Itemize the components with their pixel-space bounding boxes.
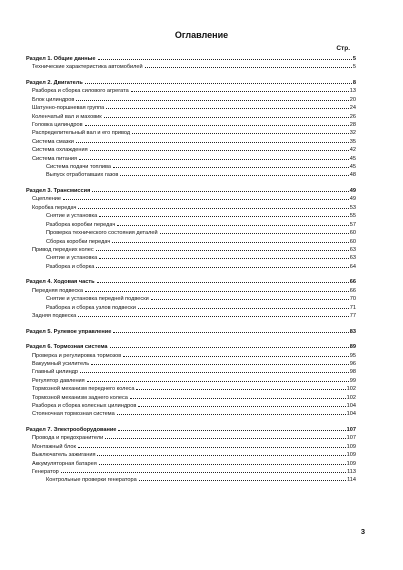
table-of-contents xyxy=(26,55,356,485)
toc-entry-page: 13 xyxy=(349,88,356,95)
dot-leader xyxy=(112,242,348,243)
toc-entry-page: 99 xyxy=(349,377,356,384)
toc-entry-label: Разборка и сборка xyxy=(46,263,95,270)
toc-entry-label: Система подачи топлива xyxy=(46,164,111,171)
toc-section-entry[interactable] xyxy=(26,328,356,336)
toc-entry-label: Раздел 4. Ходовая часть xyxy=(26,279,95,286)
toc-entry-page: 5 xyxy=(352,64,356,71)
toc-entry[interactable] xyxy=(26,451,356,459)
toc-entry-label: Раздел 5. Рулевое управление xyxy=(26,328,112,335)
toc-entry-page: 20 xyxy=(349,96,356,103)
toc-entry-page: 109 xyxy=(346,452,356,459)
toc-entry-page: 48 xyxy=(349,172,356,179)
dot-leader xyxy=(85,125,349,126)
section-gap xyxy=(26,271,356,278)
dot-leader xyxy=(63,199,349,200)
dot-leader xyxy=(120,175,348,176)
dot-leader xyxy=(96,267,348,268)
toc-entry[interactable] xyxy=(26,129,356,137)
toc-entry-label: Снятие и установка xyxy=(46,255,98,262)
toc-entry-label: Контрольные проверки генератора xyxy=(46,477,137,484)
toc-entry-page: 107 xyxy=(346,426,356,433)
toc-entry-page: 53 xyxy=(349,204,356,211)
toc-entry-page: 24 xyxy=(349,105,356,112)
toc-entry-page: 102 xyxy=(346,394,356,401)
toc-entry[interactable] xyxy=(26,394,356,402)
dot-leader xyxy=(136,389,345,390)
dot-leader xyxy=(113,332,348,333)
dot-leader xyxy=(138,406,345,407)
toc-entry-label: Разборка и сборка силового агрегата xyxy=(32,88,129,95)
dot-leader xyxy=(78,208,348,209)
toc-entry-page: 42 xyxy=(349,147,356,154)
dot-leader xyxy=(92,191,348,192)
toc-entry[interactable] xyxy=(26,410,356,418)
toc-entry-label: Стояночная тормозная система xyxy=(32,411,115,418)
toc-entry[interactable] xyxy=(26,212,356,220)
toc-entry-label: Раздел 6. Тормозная система xyxy=(26,344,108,351)
toc-entry-label: Главный цилиндр xyxy=(32,369,79,376)
toc-entry-page: 102 xyxy=(346,386,356,393)
dot-leader xyxy=(113,167,349,168)
toc-entry-page: 49 xyxy=(349,188,356,195)
toc-entry-label: Блок цилиндров xyxy=(32,96,75,103)
dot-leader xyxy=(104,117,349,118)
toc-entry-label: Генератор xyxy=(32,469,59,475)
dot-leader xyxy=(87,381,349,382)
toc-entry[interactable] xyxy=(26,254,356,262)
dot-leader xyxy=(99,216,349,217)
toc-entry[interactable] xyxy=(26,468,356,476)
section-gap xyxy=(26,336,356,343)
toc-entry-page: 98 xyxy=(349,369,356,376)
dot-leader xyxy=(85,83,352,84)
toc-entry-label: Монтажный блок xyxy=(32,443,76,450)
toc-entry-page: 109 xyxy=(346,460,356,467)
toc-entry-page: 66 xyxy=(349,287,356,294)
dot-leader xyxy=(123,356,349,357)
toc-entry[interactable] xyxy=(26,377,356,385)
toc-entry-page: 114 xyxy=(347,477,356,484)
toc-entry-page: 104 xyxy=(346,411,356,418)
page-title: Оглавление xyxy=(174,30,229,40)
section-gap xyxy=(26,72,356,79)
toc-entry-label: Головка цилиндров xyxy=(32,122,83,129)
toc-entry-label: Раздел 2. Двигатель xyxy=(26,80,83,86)
toc-entry-label: Регулятор давления xyxy=(32,377,85,384)
toc-entry[interactable] xyxy=(26,63,356,71)
toc-entry[interactable] xyxy=(26,352,356,360)
dot-leader xyxy=(76,142,349,143)
dot-leader xyxy=(91,364,349,365)
toc-section-entry[interactable] xyxy=(26,187,356,195)
toc-entry-page: 49 xyxy=(349,196,356,203)
toc-entry-page: 71 xyxy=(349,304,356,311)
toc-entry[interactable] xyxy=(26,138,356,146)
toc-entry-label: Технические характеристика автомобилей xyxy=(32,64,143,71)
toc-section-entry[interactable] xyxy=(26,79,356,87)
dot-leader xyxy=(118,430,345,431)
dot-leader xyxy=(76,100,348,101)
toc-section-entry[interactable] xyxy=(26,426,356,434)
toc-entry-page: 60 xyxy=(349,230,356,237)
toc-entry-label: Разборка и сборка узлов подвески xyxy=(46,304,136,311)
toc-entry-page: 45 xyxy=(349,155,356,162)
toc-entry[interactable] xyxy=(26,476,356,484)
toc-entry-page: 28 xyxy=(349,122,356,129)
toc-entry-page: 60 xyxy=(349,238,356,245)
dot-leader xyxy=(99,464,346,465)
toc-entry-page: 89 xyxy=(349,344,356,351)
toc-entry-label: Шатунно-поршневая группа xyxy=(32,105,105,112)
dot-leader xyxy=(96,250,349,251)
toc-entry-label: Распределительный вал и его привод xyxy=(32,130,131,137)
toc-entry-label: Тормозной механизм переднего колеса xyxy=(32,386,135,393)
dot-leader xyxy=(85,291,349,292)
section-gap xyxy=(26,180,356,187)
toc-entry[interactable] xyxy=(26,96,356,104)
toc-entry[interactable] xyxy=(26,204,356,212)
toc-entry-page: 26 xyxy=(349,113,356,120)
toc-entry[interactable] xyxy=(26,146,356,154)
toc-entry-label: Система охлаждения xyxy=(32,147,88,154)
toc-entry-page: 77 xyxy=(349,312,356,319)
toc-entry-label: Разборка коробки передач xyxy=(46,221,116,228)
toc-entry-label: Сцепление xyxy=(32,196,62,203)
toc-entry-page: 95 xyxy=(349,352,356,359)
toc-entry-label: Коробка передач xyxy=(32,204,77,211)
toc-entry-page: 104 xyxy=(346,402,356,409)
toc-entry[interactable] xyxy=(26,368,356,376)
dot-leader xyxy=(130,398,346,399)
page-column-header: Стр. xyxy=(336,45,350,52)
toc-entry[interactable] xyxy=(26,263,356,271)
toc-entry-label: Система питания xyxy=(32,155,78,162)
toc-entry[interactable] xyxy=(26,312,356,320)
toc-entry-label: Система смазки xyxy=(32,138,74,145)
toc-entry-label: Снятие и установка xyxy=(46,213,98,220)
toc-entry-label: Сборка коробки передач xyxy=(46,238,111,245)
page-number: 3 xyxy=(360,527,365,536)
toc-entry-page: 70 xyxy=(349,296,356,303)
toc-entry[interactable] xyxy=(26,87,356,95)
toc-entry-label: Привод передних колес xyxy=(32,246,94,253)
dot-leader xyxy=(131,91,349,92)
toc-entry-label: Выпуск отработавших газов xyxy=(46,172,119,179)
toc-section-entry[interactable] xyxy=(26,55,356,63)
dot-leader xyxy=(117,414,346,415)
toc-entry-page: 107 xyxy=(346,435,356,442)
toc-entry[interactable] xyxy=(26,171,356,179)
toc-entry-page: 66 xyxy=(349,279,356,286)
dot-leader xyxy=(98,59,352,60)
toc-entry[interactable] xyxy=(26,434,356,442)
toc-entry[interactable] xyxy=(26,443,356,451)
dot-leader xyxy=(139,480,346,481)
toc-entry[interactable] xyxy=(26,287,356,295)
toc-entry-label: Аккумуляторная батарея xyxy=(32,460,97,467)
section-gap xyxy=(26,320,356,327)
toc-entry[interactable] xyxy=(26,121,356,129)
toc-entry-label: Вакуумный усилитель xyxy=(32,360,90,367)
dot-leader xyxy=(78,447,346,448)
toc-entry-label: Разборка и сборка колесных цилиндров xyxy=(32,402,137,409)
toc-entry-page: 96 xyxy=(349,360,356,367)
toc-entry-label: Провода и предохранители xyxy=(32,435,104,442)
toc-entry[interactable] xyxy=(26,221,356,229)
dot-leader xyxy=(78,316,349,317)
toc-entry[interactable] xyxy=(26,295,356,303)
toc-entry-page: 63 xyxy=(349,255,356,262)
toc-entry-page: 5 xyxy=(352,56,356,62)
dot-leader xyxy=(99,258,349,259)
toc-entry-label: Проверка технического состояния деталей xyxy=(46,230,158,237)
dot-leader xyxy=(90,150,349,151)
dot-leader xyxy=(106,108,348,109)
toc-entry[interactable] xyxy=(26,385,356,393)
toc-entry-page: 64 xyxy=(349,263,356,270)
dot-leader xyxy=(160,233,349,234)
toc-entry[interactable] xyxy=(26,195,356,203)
dot-leader xyxy=(151,299,349,300)
toc-entry[interactable] xyxy=(26,155,356,163)
toc-entry-page: 63 xyxy=(349,246,356,253)
dot-leader xyxy=(105,438,345,439)
toc-entry-label: Раздел 7. Электрооборудование xyxy=(26,426,117,433)
toc-entry-label: Передняя подвеска xyxy=(32,287,83,294)
toc-entry[interactable] xyxy=(26,304,356,312)
section-gap xyxy=(26,419,356,426)
dot-leader xyxy=(97,455,345,456)
dot-leader xyxy=(117,225,348,226)
dot-leader xyxy=(97,282,349,283)
toc-entry-page: 57 xyxy=(349,221,356,228)
dot-leader xyxy=(80,372,349,373)
toc-entry[interactable] xyxy=(26,104,356,112)
dot-leader xyxy=(132,133,349,134)
dot-leader xyxy=(145,67,352,68)
toc-entry[interactable] xyxy=(26,163,356,171)
toc-entry-label: Выключатель зажигания xyxy=(32,452,96,459)
toc-entry-page: 35 xyxy=(349,138,356,145)
dot-leader xyxy=(110,347,349,348)
toc-entry[interactable] xyxy=(26,238,356,246)
dot-leader xyxy=(61,472,346,473)
toc-entry-label: Раздел 3. Трансмиссия xyxy=(26,188,91,195)
toc-entry[interactable] xyxy=(26,113,356,121)
toc-entry-page: 109 xyxy=(346,443,356,450)
toc-entry[interactable] xyxy=(26,246,356,254)
toc-section-entry[interactable] xyxy=(26,343,356,351)
toc-entry[interactable] xyxy=(26,229,356,237)
toc-entry[interactable] xyxy=(26,460,356,468)
toc-entry-label: Проверка и регулировка тормозов xyxy=(32,352,122,359)
toc-entry[interactable] xyxy=(26,360,356,368)
toc-entry-label: Задняя подвеска xyxy=(32,312,77,319)
toc-entry-page: 8 xyxy=(352,80,356,86)
dot-leader xyxy=(79,159,349,160)
toc-entry-label: Снятие и установка передней подвески xyxy=(46,296,149,303)
toc-section-entry[interactable] xyxy=(26,278,356,286)
toc-entry-page: 45 xyxy=(349,164,356,171)
toc-entry[interactable] xyxy=(26,402,356,410)
dot-leader xyxy=(138,308,349,309)
toc-entry-label: Коленчатый вал и маховик xyxy=(32,113,102,120)
toc-entry-page: 32 xyxy=(349,130,356,137)
toc-entry-page: 55 xyxy=(349,213,356,220)
toc-entry-page: 83 xyxy=(349,328,356,335)
toc-entry-label: Тормозной механизм заднего колеса xyxy=(32,394,128,401)
toc-entry-page: 113 xyxy=(347,469,356,475)
toc-entry-label: Раздел 1. Общие данные xyxy=(26,56,96,62)
